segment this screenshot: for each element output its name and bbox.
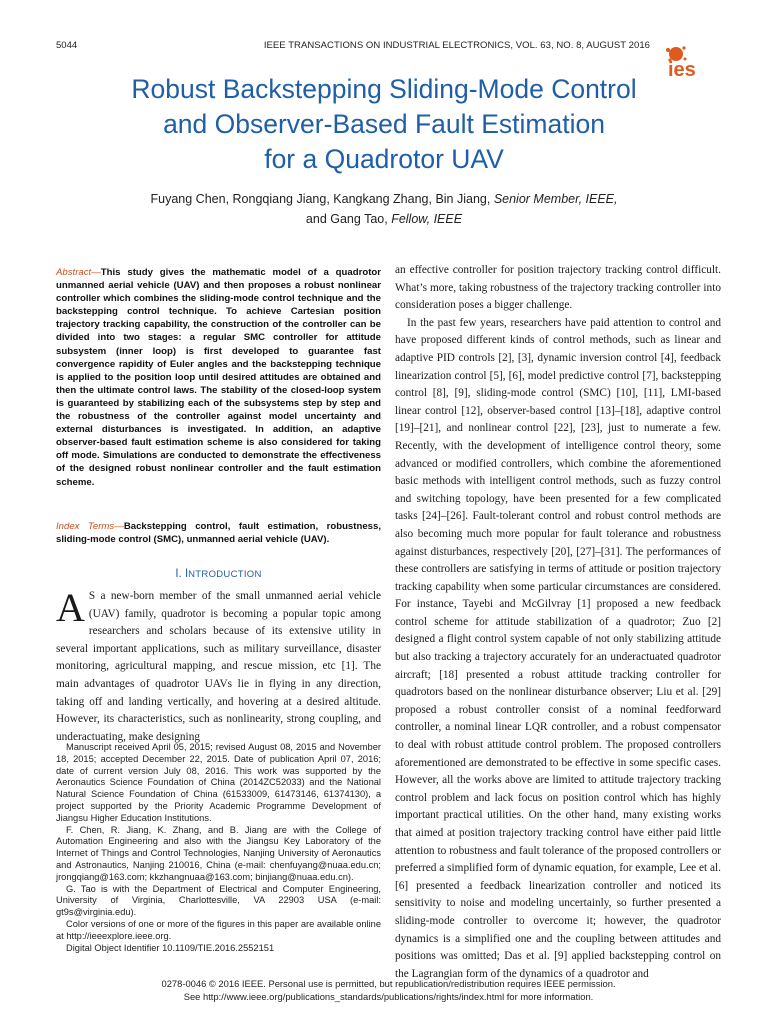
introduction-text xyxy=(56,585,381,746)
abstract xyxy=(56,266,381,489)
journal-header: IEEE TRANSACTIONS ON INDUSTRIAL ELECTRONICS, VOL. 63, NO. 8, AUGUST 2016 xyxy=(263,40,650,51)
title-line: Robust Backstepping Sliding-Mode Control xyxy=(131,74,637,104)
right-column-text xyxy=(395,262,721,983)
abstract-text: This study gives the mathematic model of a quadrotor unmanned aerial vehicle (UAV) and then proposes a robust nonlinear controller which combines the sliding-mode control technique and the backstepping control technique. To achieve Cartesian position trajectory tracking capability, the construction of the controller can be divided into two stages: a regular SMC controller for attitude subsystem (inner loop) is first developed to guarantee fast convergence rapidity of Euler angles and the backstepping technique is applied to the position loop until desired attitudes are obtained and then the ultimate control laws. The stability of the closed-loop system is guaranteed by stabilizing each of the subsystems step by step and the robustness of the controller against model uncertainty and external disturbances is investigated. In addition, an adaptive observer-based fault estimation scheme is also considered for taking off mode. Simulations are conducted to demonstrate the effectiveness of the designed robust nonlinear controller and the fault estimation scheme. xyxy=(56,267,381,488)
drop-cap: A xyxy=(56,585,85,630)
author-names: and Gang Tao, xyxy=(305,212,392,226)
index-terms-text: Backstepping control, fault estimation, robustness, sliding-mode control (SMC), unmanned aerial vehicle (UAV). xyxy=(56,521,381,546)
footnote-affiliation: F. Chen, R. Jiang, K. Zhang, and B. Jiang are with the College of Automation Engineering and also with the Jiangsu Key Laboratory of the Internet of Things and Control Technologies, Nanjing University of Aeronautics and Astronautics, Nanjing 210016, China (e-mail: chenfuyang@nuaa.edu.cn; jrongqiang@163.com; kkzhangnuaa@163.com; binjiang@nuaa.edu.cn). xyxy=(56,824,381,882)
footnote-doi: Digital Object Identifier 10.1109/TIE.2016.2552151 xyxy=(66,942,275,953)
body-paragraph: an effective controller for position trajectory tracking control difficult. What’s more, taking robustness of the trajectory tracking controller into consideration poses a bigger challenge. xyxy=(395,264,721,312)
index-terms-label: Index Terms— xyxy=(56,521,124,532)
copyright-line: 0278-0046 © 2016 IEEE. Personal use is permitted, but republication/redistribution requires IEEE permission. xyxy=(161,978,616,989)
copyright-notice xyxy=(56,977,721,1003)
title-line: and Observer-Based Fault Estimation xyxy=(163,109,605,139)
paper-title xyxy=(60,72,708,177)
author-role: Senior Member, IEEE, xyxy=(493,192,618,206)
author-names: Fuyang Chen, Rongqiang Jiang, Kangkang Zhang, Bin Jiang, xyxy=(150,192,494,206)
footnotes xyxy=(56,742,381,954)
footnote-manuscript: Manuscript received April 05, 2015; revised August 08, 2015 and November 18, 2015; accepted December 22, 2015. Date of publication April 07, 2016; date of current version July 08, 2016. This work was supported by the Aeronautics Science Foundation of China (2014ZC52033) and the National Natural Science Foundation of China (61533009, 61473146, 61374130), a project supported by the Priority Academic Programme Development of Jiangsu Higher Education Institutions. xyxy=(56,742,381,823)
authors xyxy=(60,189,708,229)
intro-paragraph: S a new-born member of the small unmanned aerial vehicle (UAV) family, quadrotor is becoming a popular topic among researchers and scholars because of its extensive utility in several important applications, such as military surveillance, disaster monitoring, agricultural mapping, and rescue mission, etc [1]. The main advantages of quadrotor UAVs lie in flying in any direction, taking off and landing vertically, and hovering at a desired altitude. However, its characteristics, such as nonlinearity, strong coupling, and underactuating, make designing xyxy=(56,590,381,743)
section-heading: I. INTRODUCTION xyxy=(175,568,262,580)
index-terms xyxy=(56,520,381,546)
abstract-label: Abstract— xyxy=(56,267,101,278)
page-number: 5044 xyxy=(56,40,78,51)
logo-text: ies xyxy=(668,59,696,79)
copyright-line: See http://www.ieee.org/publications_standards/publications/rights/index.html for more information. xyxy=(183,991,594,1002)
footnote-affiliation: G. Tao is with the Department of Electrical and Computer Engineering, University of Virginia, Charlottesville, VA 22903 USA (e-mail: gt9s@virginia.edu). xyxy=(56,883,381,918)
author-role: Fellow, IEEE xyxy=(391,212,463,226)
title-line: for a Quadrotor UAV xyxy=(264,144,504,174)
footnote-color: Color versions of one or more of the figures in this paper are available online at http://ieeexplore.ieee.org. xyxy=(56,918,381,941)
body-paragraph: In the past few years, researchers have paid attention to control and have proposed different kinds of control methods, such as linear and adaptive PID controls [2], [3], dynamic inversion control [4], feedback linearization control [5], [6], model predictive control [7], backstepping control [8], [9], sliding-mode control (SMC) [10], [11], LMI-based linear control [12], observer-based control [13]–[18], adaptive control [19]–[21], and nonlinear control [22], [23], just to numerate a few. Recently, with the development of intelligence control theory, some advanced or modified controllers, which combine the aforementioned basic methods with intelligent control methods, such as fuzzy control and switching topology, have been presented for a few complicated tasks [24]–[26]. Fault-tolerant control and robust control methods are also becoming much more popular for fault tolerance and robustness against disturbances, respectively [20], [27]–[31]. The performances of these controllers are satisfying in terms of attitude or position trajectory tracking capability when some particular circumstances are considered. For instance, Tayebi and McGilvray [1] proposed a new feedback control scheme for attitude stabilization of a quadrotor; Zuo [2] designed a flight control system capable of not only stabilizing attitude but also tracking a trajectory accurately for an underactuated quadrotor aircraft; [18] presented a robust attitude tracking controller for quadrotors based on the nonlinear disturbance observer; Liu et al. [29] proposed a robust controller consist of a nominal feedforward controller, a nominal linear LQR controller, and a robust compensator to deal with robust attitude control problem. The proposed controllers aforementioned are demonstrated to be effective in some specific cases. However, all the works above are limited to attitude trajectory tracking control problem and lack focus on position control which has highly important practical utilities. On the other hand, many existing works that aimed at position trajectory tracking control have either paid little attention to robustness and fault tolerance of the proposed controllers or preferred a simplified form of dynamic equation, for example, Lee et al. [6] presented a feedback linearization controller and noticed its sensitivity to noise and modeling uncertainly, so further presented a sliding-mode controller to overcome it; however, the quadrotor dynamics is a simplified one and the coupling between attitudes and positions was omitted; Das et al. [9] applied backstepping control on the Lagrangian form of the dynamics of a quadrotor and xyxy=(395,316,721,980)
